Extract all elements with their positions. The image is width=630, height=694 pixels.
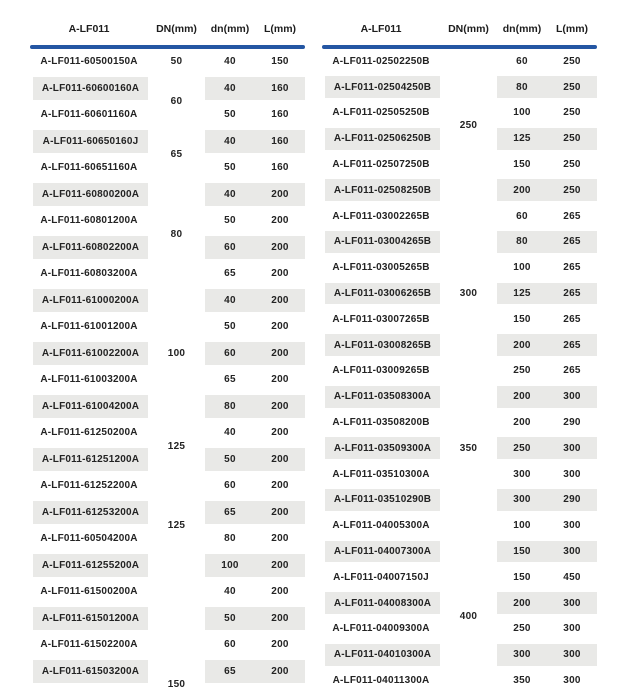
product-code-cell: A-LF011-02502250B	[332, 55, 430, 67]
dn-small-value-cell: 250	[513, 623, 531, 635]
length-value-cell: 160	[255, 75, 305, 102]
product-code-cell: A-LF011-61500200A	[40, 586, 138, 598]
dn-group-label: 80	[170, 228, 183, 240]
dn-small-value-cell: 200	[497, 384, 547, 410]
length-value-cell: 300	[547, 642, 597, 668]
length-value-cell: 200	[255, 658, 305, 685]
dn-small-value-cell: 200	[513, 417, 531, 429]
product-code-cell: A-LF011-61003200A	[40, 374, 138, 386]
product-code-cell: A-LF011-60601160A	[40, 109, 138, 121]
table-body	[322, 49, 597, 694]
product-code-cell: A-LF011-60500150A	[40, 56, 138, 68]
product-code-cell: A-LF011-02507250B	[332, 159, 430, 171]
dn-group-label: 125	[167, 440, 186, 452]
product-code-cell: A-LF011-60800200A	[30, 181, 148, 208]
dn-small-value-cell: 50	[205, 605, 255, 632]
length-value-cell: 200	[271, 374, 289, 386]
dn-small-value-cell: 150	[513, 159, 531, 171]
length-value-cell: 200	[271, 321, 289, 333]
product-code-cell: A-LF011-61004200A	[30, 393, 148, 420]
product-code-cell: A-LF011-02505250B	[332, 107, 430, 119]
dn-small-value-cell: 60	[205, 340, 255, 367]
dn-small-value-cell: 150	[497, 539, 547, 565]
dn-small-value-cell: 125	[497, 126, 547, 152]
product-code-cell: A-LF011-03005265B	[332, 262, 430, 274]
product-code-cell: A-LF011-04005300A	[332, 520, 430, 532]
dn-small-value-cell: 50	[224, 215, 236, 227]
column-header-dn-large: DN(mm)	[156, 22, 197, 35]
product-code-cell: A-LF011-61252200A	[40, 480, 138, 492]
dn-small-value-cell: 80	[497, 74, 547, 100]
dn-small-value-cell: 65	[205, 658, 255, 685]
dn-small-value-cell: 40	[224, 56, 236, 68]
column-header-model: A-LF011	[68, 22, 110, 35]
dn-small-value-cell: 350	[513, 675, 531, 687]
dn-small-value-cell: 60	[224, 639, 236, 651]
dn-small-value-cell: 40	[205, 181, 255, 208]
product-code-cell: A-LF011-04010300A	[322, 642, 440, 668]
dn-group-label: 150	[167, 679, 186, 690]
dn-small-value-cell: 50	[205, 446, 255, 473]
length-value-cell: 200	[271, 427, 289, 439]
length-value-cell: 200	[255, 605, 305, 632]
product-code-cell: A-LF011-60803200A	[40, 268, 138, 280]
dn-small-value-cell: 100	[513, 107, 531, 119]
product-code-cell: A-LF011-61255200A	[30, 552, 148, 579]
product-code-cell: A-LF011-03009265B	[332, 365, 430, 377]
length-value-cell: 265	[563, 262, 581, 274]
length-value-cell: 200	[255, 340, 305, 367]
spec-table-left	[30, 12, 305, 694]
length-value-cell: 200	[271, 586, 289, 598]
product-code-cell: A-LF011-61503200A	[30, 658, 148, 685]
length-value-cell: 265	[563, 313, 581, 325]
dn-small-value-cell: 40	[205, 287, 255, 314]
length-value-cell: 265	[563, 365, 581, 377]
dn-group-label: 350	[459, 442, 478, 454]
dn-small-value-cell: 250	[513, 365, 531, 377]
column-header-model: A-LF011	[360, 22, 402, 35]
length-value-cell: 200	[255, 181, 305, 208]
dn-small-value-cell: 50	[224, 162, 236, 174]
length-value-cell: 300	[563, 468, 581, 480]
product-code-cell: A-LF011-61251200A	[30, 446, 148, 473]
column-header-dn-large: DN(mm)	[448, 22, 489, 35]
dn-small-value-cell: 40	[224, 586, 236, 598]
length-value-cell: 265	[547, 332, 597, 358]
length-value-cell: 250	[547, 74, 597, 100]
dn-small-value-cell: 200	[497, 590, 547, 616]
dn-small-value-cell: 50	[224, 321, 236, 333]
product-code-cell: A-LF011-02506250B	[322, 126, 440, 152]
dn-small-value-cell: 300	[497, 487, 547, 513]
length-value-cell: 300	[547, 435, 597, 461]
length-value-cell: 200	[271, 215, 289, 227]
product-code-cell: A-LF011-60651160A	[40, 162, 138, 174]
length-value-cell: 300	[563, 520, 581, 532]
dn-small-value-cell: 60	[205, 234, 255, 261]
product-code-cell: A-LF011-03510290B	[322, 487, 440, 513]
length-value-cell: 200	[255, 234, 305, 261]
length-value-cell: 250	[563, 159, 581, 171]
dn-small-value-cell: 60	[516, 210, 528, 222]
dn-small-value-cell: 65	[224, 374, 236, 386]
dn-small-value-cell: 300	[497, 642, 547, 668]
product-code-cell: A-LF011-60802200A	[30, 234, 148, 261]
dn-group-label: 400	[459, 610, 478, 622]
dn-small-value-cell: 60	[224, 480, 236, 492]
length-value-cell: 200	[255, 287, 305, 314]
dn-small-value-cell: 50	[224, 109, 236, 121]
dn-small-value-cell: 40	[205, 75, 255, 102]
product-code-cell: A-LF011-03002265B	[332, 210, 430, 222]
product-code-cell: A-LF011-04008300A	[322, 590, 440, 616]
dn-small-value-cell: 100	[513, 262, 531, 274]
product-code-cell: A-LF011-04007300A	[322, 539, 440, 565]
dn-small-value-cell: 300	[513, 468, 531, 480]
product-code-cell: A-LF011-60650160J	[30, 128, 148, 155]
length-value-cell: 200	[255, 499, 305, 526]
product-code-cell: A-LF011-03508200B	[332, 417, 430, 429]
length-value-cell: 300	[547, 590, 597, 616]
dn-small-value-cell: 40	[224, 427, 236, 439]
length-value-cell: 160	[271, 109, 289, 121]
product-code-cell: A-LF011-61000200A	[30, 287, 148, 314]
dn-small-value-cell: 125	[497, 281, 547, 307]
product-code-cell: A-LF011-04009300A	[332, 623, 430, 635]
length-value-cell: 250	[563, 55, 581, 67]
product-code-cell: A-LF011-02504250B	[322, 74, 440, 100]
length-value-cell: 300	[547, 539, 597, 565]
length-value-cell: 200	[271, 480, 289, 492]
dn-small-value-cell: 100	[513, 520, 531, 532]
length-value-cell: 290	[563, 417, 581, 429]
product-code-cell: A-LF011-61002200A	[30, 340, 148, 367]
dn-group-label: 100	[167, 347, 186, 359]
spec-table-right	[322, 12, 597, 693]
dn-group-label: 50	[170, 56, 183, 68]
product-code-cell: A-LF011-61250200A	[40, 427, 138, 439]
dn-small-value-cell: 60	[516, 55, 528, 67]
dn-small-value-cell: 40	[205, 128, 255, 155]
length-value-cell: 265	[547, 229, 597, 255]
product-code-cell: A-LF011-03004265B	[322, 229, 440, 255]
product-code-cell: A-LF011-02508250B	[322, 177, 440, 203]
length-value-cell: 250	[563, 107, 581, 119]
length-value-cell: 250	[547, 177, 597, 203]
product-code-cell: A-LF011-60600160A	[30, 75, 148, 102]
length-value-cell: 200	[271, 639, 289, 651]
product-code-cell: A-LF011-61001200A	[40, 321, 138, 333]
length-value-cell: 200	[271, 268, 289, 280]
product-code-cell: A-LF011-60801200A	[40, 215, 138, 227]
length-value-cell: 300	[563, 623, 581, 635]
product-code-cell: A-LF011-60504200A	[40, 533, 138, 545]
table-body	[30, 49, 305, 694]
product-code-cell: A-LF011-04011300A	[332, 675, 430, 687]
column-header-length: L(mm)	[263, 22, 297, 35]
dn-group-label: 250	[459, 120, 478, 132]
product-code-cell: A-LF011-03008265B	[322, 332, 440, 358]
length-value-cell: 290	[547, 487, 597, 513]
product-code-cell: A-LF011-04007150J	[333, 571, 429, 583]
dn-small-value-cell: 250	[497, 435, 547, 461]
dn-small-value-cell: 80	[224, 533, 236, 545]
length-value-cell: 300	[563, 675, 581, 687]
length-value-cell: 450	[563, 571, 581, 583]
dn-small-value-cell: 100	[205, 552, 255, 579]
column-header-length: L(mm)	[555, 22, 589, 35]
length-value-cell: 200	[255, 446, 305, 473]
product-code-cell: A-LF011-61253200A	[30, 499, 148, 526]
product-code-cell: A-LF011-03509300A	[322, 435, 440, 461]
dn-small-value-cell: 200	[497, 177, 547, 203]
product-code-cell: A-LF011-61502200A	[40, 639, 138, 651]
dn-group-label: 60	[170, 96, 183, 107]
length-value-cell: 150	[271, 56, 289, 68]
dn-group-label: 65	[170, 149, 183, 160]
dn-small-value-cell: 65	[205, 499, 255, 526]
length-value-cell: 300	[547, 384, 597, 410]
dn-small-value-cell: 80	[205, 393, 255, 420]
length-value-cell: 200	[271, 533, 289, 545]
table-header-row	[30, 12, 305, 45]
dn-group-label: 125	[167, 520, 186, 531]
product-code-cell: A-LF011-03508300A	[322, 384, 440, 410]
dn-small-value-cell: 200	[497, 332, 547, 358]
dn-small-value-cell: 65	[224, 268, 236, 280]
column-header-dn-small: dn(mm)	[502, 22, 542, 35]
length-value-cell: 160	[271, 162, 289, 174]
length-value-cell: 250	[547, 126, 597, 152]
product-code-cell: A-LF011-03006265B	[322, 281, 440, 307]
table-header-row	[322, 12, 597, 45]
dn-small-value-cell: 80	[497, 229, 547, 255]
dn-small-value-cell: 150	[513, 313, 531, 325]
dn-small-value-cell: 150	[513, 571, 531, 583]
length-value-cell: 265	[563, 210, 581, 222]
length-value-cell: 160	[255, 128, 305, 155]
product-code-cell: A-LF011-03510300A	[332, 468, 430, 480]
length-value-cell: 200	[255, 393, 305, 420]
length-value-cell: 200	[255, 552, 305, 579]
dn-group-label: 300	[459, 288, 478, 300]
length-value-cell: 265	[547, 281, 597, 307]
product-code-cell: A-LF011-03007265B	[332, 313, 430, 325]
product-code-cell: A-LF011-61501200A	[30, 605, 148, 632]
column-header-dn-small: dn(mm)	[210, 22, 250, 35]
